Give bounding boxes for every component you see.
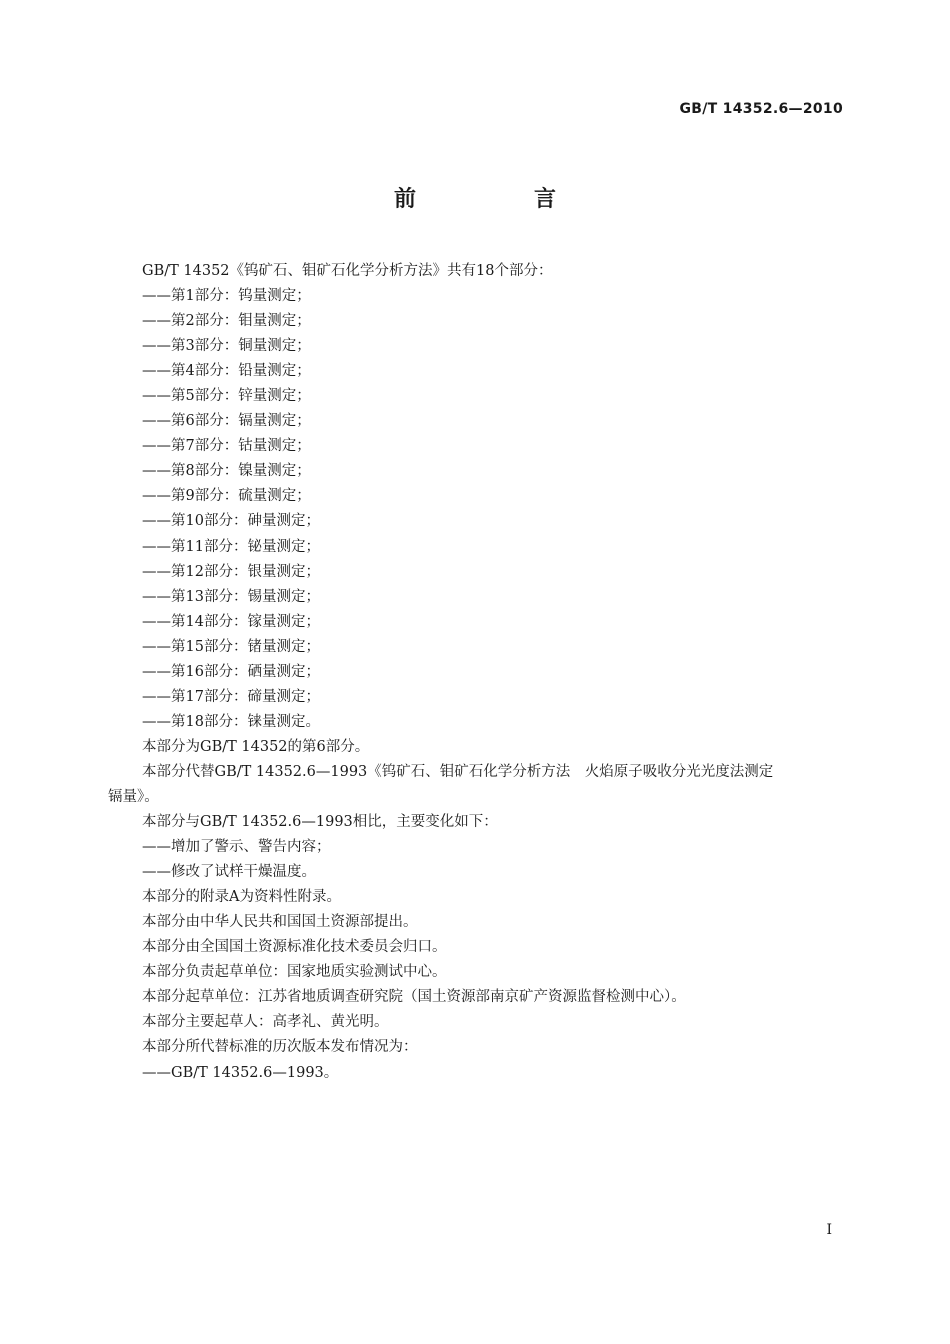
- paragraph-line: ——第17部分：碲量测定；: [142, 688, 320, 705]
- paragraph-line: ——第8部分：镍量测定；: [142, 463, 311, 480]
- paragraph-line: 本部分的附录A为资料性附录。: [142, 889, 341, 906]
- paragraph-line: 本部分起草单位：江苏省地质调查研究院（国土资源部南京矿产资源监督检测中心）。: [142, 989, 686, 1006]
- paragraph-line: ——第16部分：硒量测定；: [142, 663, 320, 680]
- paragraph-line: ——第1部分：钨量测定；: [142, 288, 311, 305]
- paragraph-line: 本部分代替GB/T 14352.6—1993《钨矿石、钼矿石化学分析方法 火焰原子吸收分光光度法测定: [142, 763, 774, 780]
- paragraph-line: 本部分为GB/T 14352的第6部分。: [142, 738, 370, 755]
- standard-number: GB/T 14352.6—2010: [679, 101, 843, 117]
- paragraph-line: 镉量》。: [108, 788, 159, 805]
- paragraph-line: ——第6部分：镉量测定；: [142, 413, 311, 430]
- paragraph-line: ——第13部分：锡量测定；: [142, 588, 320, 605]
- paragraph-line: ——第3部分：铜量测定；: [142, 338, 311, 355]
- paragraph-line: 本部分主要起草人：高孝礼、黄光明。: [142, 1014, 389, 1031]
- paragraph-line: ——增加了警示、警告内容；: [142, 839, 331, 856]
- paragraph-line: GB/T 14352《钨矿石、钼矿石化学分析方法》共有18个部分：: [142, 263, 553, 279]
- paragraph-line: 本部分由中华人民共和国国土资源部提出。: [142, 914, 418, 931]
- paragraph-line: ——第7部分：钴量测定；: [142, 438, 311, 455]
- paragraph-line: 本部分负责起草单位：国家地质实验测试中心。: [142, 964, 447, 981]
- paragraph-line: ——修改了试样干燥温度。: [142, 864, 316, 881]
- paragraph-line: ——第11部分：铋量测定；: [142, 538, 320, 555]
- paragraph-line: ——第18部分：铼量测定。: [142, 713, 320, 730]
- paragraph-line: 本部分与GB/T 14352.6—1993相比，主要变化如下：: [142, 814, 498, 831]
- paragraph-line: ——第5部分：锌量测定；: [142, 388, 311, 405]
- paragraph-line: 本部分所代替标准的历次版本发布情况为：: [142, 1039, 418, 1056]
- foreword-body: [108, 259, 848, 1086]
- paragraph-line: ——GB/T 14352.6—1993。: [142, 1064, 339, 1081]
- paragraph-line: ——第2部分：钼量测定；: [142, 313, 311, 330]
- paragraph-line: 本部分由全国国土资源标准化技术委员会归口。: [142, 939, 447, 956]
- paragraph-line: ——第4部分：铅量测定；: [142, 363, 311, 380]
- paragraph-line: ——第10部分：砷量测定；: [142, 513, 320, 530]
- page-title: 前 言: [393, 187, 604, 212]
- page-number: I: [826, 1222, 832, 1238]
- paragraph-line: ——第12部分：银量测定；: [142, 563, 320, 580]
- paragraph-line: ——第15部分：锗量测定；: [142, 638, 320, 655]
- paragraph-line: ——第14部分：镓量测定；: [142, 613, 320, 630]
- paragraph-line: ——第9部分：硫量测定；: [142, 488, 311, 505]
